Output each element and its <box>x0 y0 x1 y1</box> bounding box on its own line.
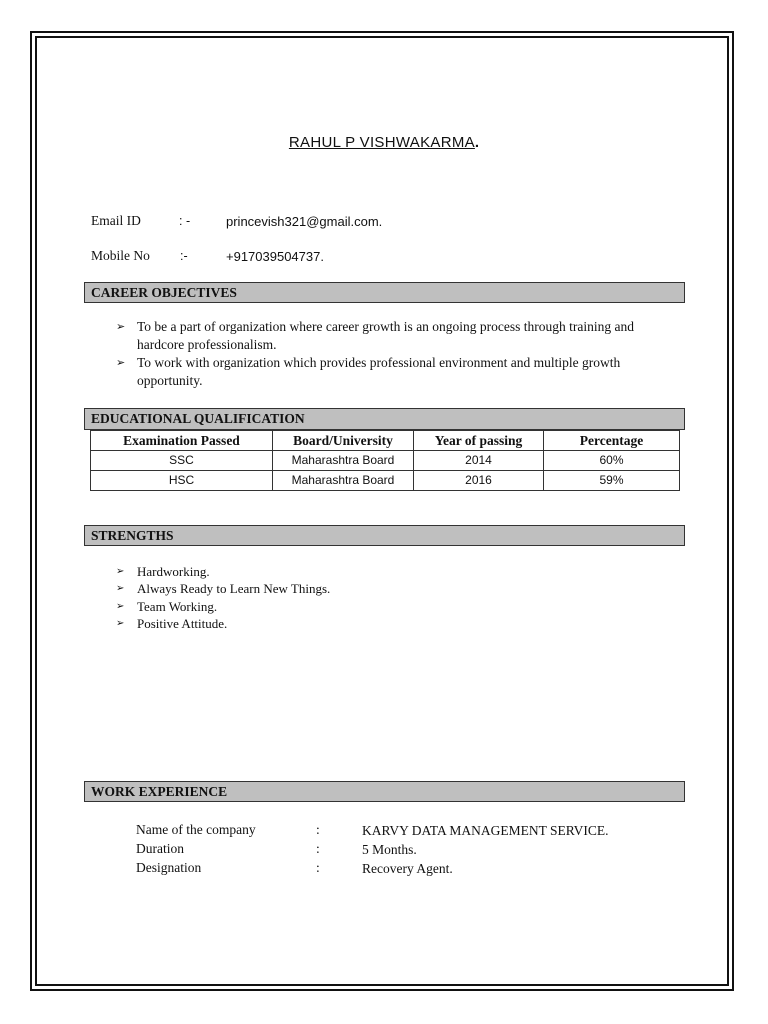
table-cell: 60% <box>544 451 680 471</box>
arrow-bullet-icon: ➢ <box>116 600 125 612</box>
strength-text: Team Working. <box>137 598 218 614</box>
duration-separator: : <box>316 841 320 856</box>
arrow-bullet-icon: ➢ <box>116 566 125 577</box>
mobile-separator: :- <box>180 249 188 263</box>
company-separator: : <box>316 822 320 837</box>
email-label: Email ID <box>91 213 141 228</box>
table-row <box>91 451 680 471</box>
email-value: princevish321@gmail.com. <box>226 214 383 229</box>
column-header: Percentage <box>544 431 680 451</box>
table-cell: 2014 <box>414 451 544 471</box>
list-item <box>116 580 516 597</box>
arrow-bullet-icon: ➢ <box>116 583 125 595</box>
email-separator: : - <box>179 214 191 228</box>
table-cell: Maharashtra Board <box>273 451 414 471</box>
designation-value: Recovery Agent. <box>362 861 453 876</box>
column-header: Examination Passed <box>91 431 273 451</box>
table-cell: 59% <box>544 471 680 491</box>
arrow-bullet-icon: ➢ <box>116 617 125 629</box>
designation-separator: : <box>316 860 320 875</box>
education-heading: EDUCATIONAL QUALIFICATION <box>84 408 685 430</box>
table-row <box>91 471 680 491</box>
duration-label: Duration <box>136 841 184 856</box>
strengths-list <box>116 563 516 632</box>
table-cell: Maharashtra Board <box>273 471 414 491</box>
strength-text: Hardworking. <box>137 564 210 579</box>
career-objective-text: To work with organization which provides professional environment and multiple growth opportunity. <box>137 355 621 388</box>
strength-text: Positive Attitude. <box>137 615 228 631</box>
duration-value: 5 Months. <box>362 842 417 857</box>
mobile-value: +917039504737. <box>226 249 324 264</box>
table-header-row <box>91 431 680 451</box>
arrow-bullet-icon: ➢ <box>116 320 126 333</box>
table-cell: SSC <box>91 451 273 471</box>
list-item <box>116 563 516 580</box>
table-cell: HSC <box>91 471 273 491</box>
column-header: Year of passing <box>414 431 544 451</box>
list-item <box>116 615 516 632</box>
table-cell: 2016 <box>414 471 544 491</box>
list-item <box>116 318 676 354</box>
education-table <box>90 430 680 491</box>
list-item <box>116 354 676 390</box>
company-label: Name of the company <box>136 822 256 837</box>
column-header: Board/University <box>273 431 414 451</box>
strengths-heading: STRENGTHS <box>84 525 685 546</box>
arrow-bullet-icon: ➢ <box>116 356 126 369</box>
mobile-label: Mobile No <box>91 248 150 263</box>
career-objectives-heading: CAREER OBJECTIVES <box>84 282 685 303</box>
company-value: KARVY DATA MANAGEMENT SERVICE. <box>362 823 609 838</box>
candidate-name <box>0 134 768 151</box>
career-objective-text: To be a part of organization where career growth is an ongoing process through training and hardcore professionalism. <box>137 319 635 352</box>
designation-label: Designation <box>136 860 202 875</box>
work-experience-heading: WORK EXPERIENCE <box>84 781 685 802</box>
career-objectives-list <box>116 318 676 390</box>
candidate-name-text: RAHUL P VISHWAKARMA <box>288 134 475 151</box>
strength-text: Always Ready to Learn New Things. <box>137 581 331 597</box>
candidate-name-suffix: . <box>474 134 480 151</box>
list-item <box>116 598 516 615</box>
